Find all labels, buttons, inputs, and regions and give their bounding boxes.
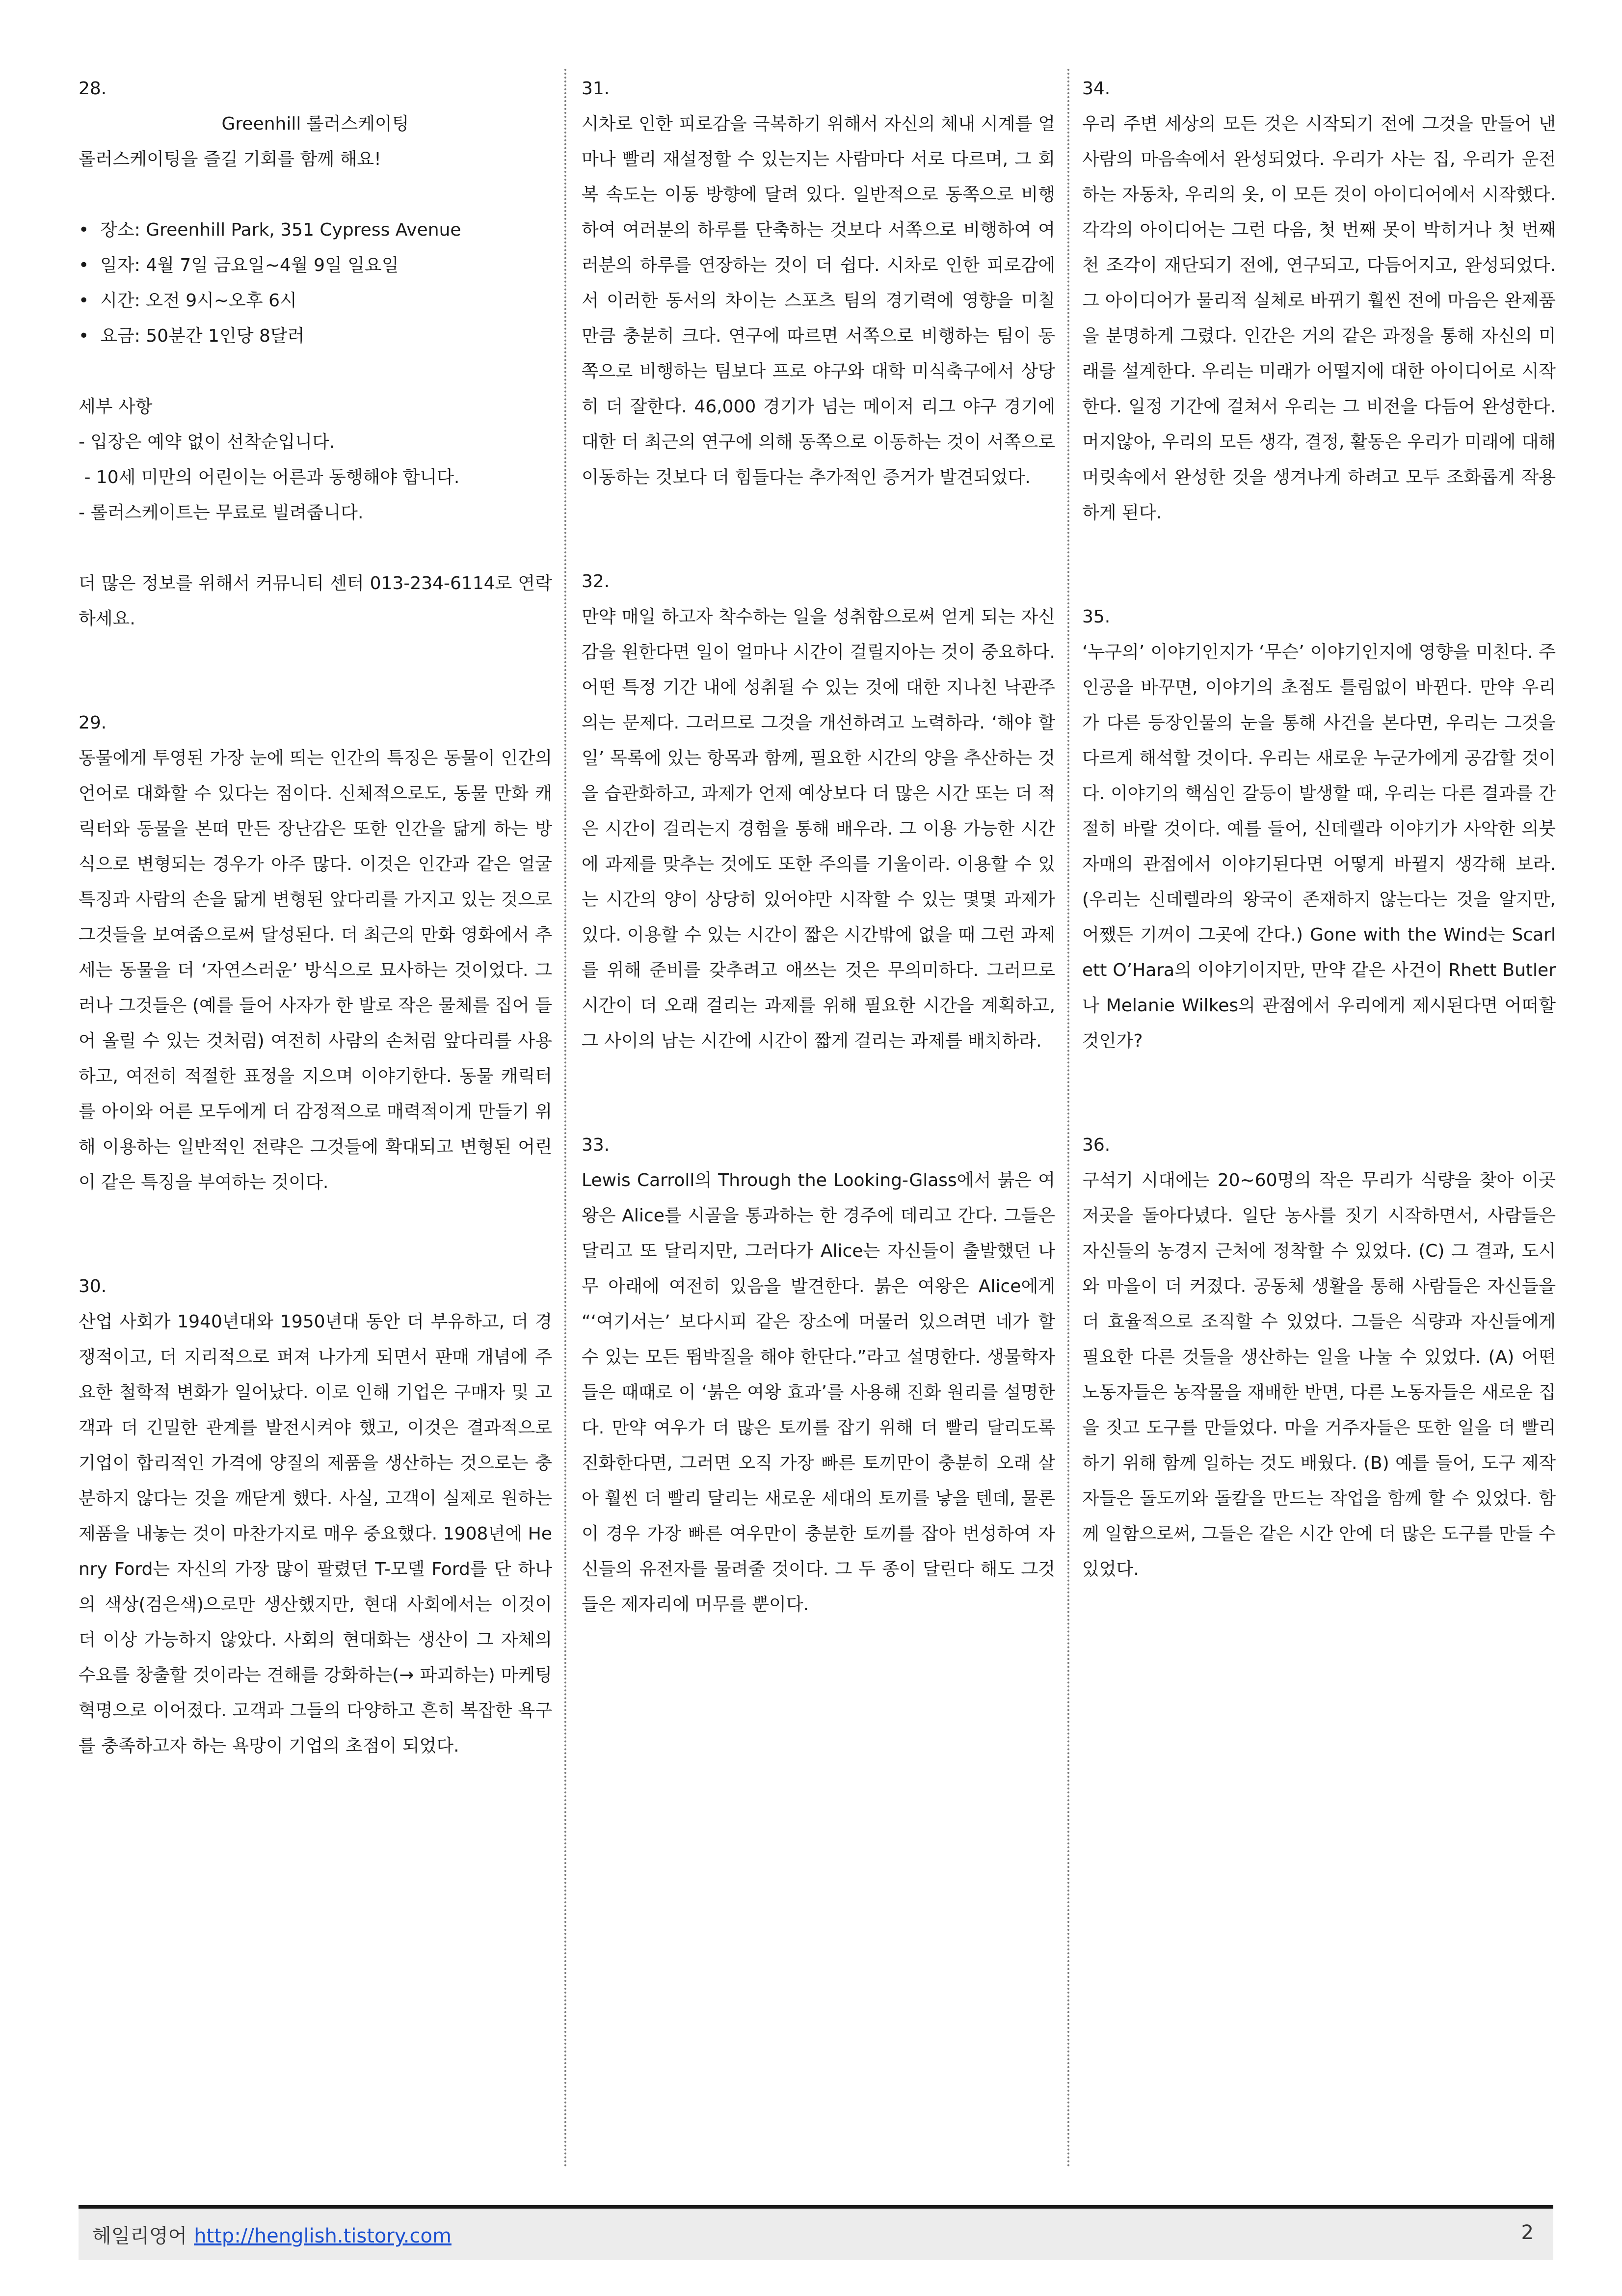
notice-title: Greenhill 롤러스케이팅: [221, 114, 409, 134]
question-number: 31.: [582, 79, 610, 99]
page-number: 2: [1521, 2221, 1534, 2244]
question-number: 34.: [1082, 79, 1111, 99]
notice-bullet-place: • 장소: Greenhill Park, 351 Cypress Avenue: [79, 220, 461, 240]
column-right: [1082, 71, 1556, 1656]
question-30: [79, 1269, 552, 1764]
notice-bullet-fee: • 요금: 50분간 1인당 8달러: [79, 326, 305, 346]
column-middle: [582, 71, 1055, 1691]
passage-text: 우리 주변 세상의 모든 것은 시작되기 전에 그것을 만들어 낸 사람의 마음속에서 완성되었다. 우리가 사는 집, 우리가 운전하는 자동차, 우리의 옷, 이 모든 것이 아이디어에서 시작했다. 각각의 아이디어는 그런 다음, 첫 번째 못이 박히거나 첫 번째 천 조각이 재단되기 전에, 연구되고, 다듬어지고, 완성되었다. 그 아이디어가 물리적 실체로 바뀌기 훨씬 전에 마음은 완제품을 분명하게 그렸다. 인간은 거의 같은 과정을 통해 자신의 미래를 설계한다. 우리는 미래가 어떨지에 대한 아이디어로 시작한다. 일정 기간에 걸쳐서 우리는 그 비전을 다듬어 완성한다. 머지않아, 우리의 모든 생각, 결정, 활동은 우리가 미래에 대해 머릿속에서 완성한 것을 생겨나게 하려고 모두 조화롭게 작용하게 된다.: [1082, 114, 1556, 523]
column-left: [79, 71, 552, 1833]
passage-text: Lewis Carroll의 Through the Looking-Glass에서 붉은 여왕은 Alice를 시골을 통과하는 한 경주에 데리고 간다. 그들은 달리고 또 달리지만, 그러다가 Alice는 자신들이 출발했던 나무 아래에 여전히 있음을 발견한다. 붉은 여왕은 Alice에게 “‘여기서는’ 보다시피 같은 장소에 머물러 있으려면 네가 할 수 있는 모든 뜀박질을 해야 한단다.”라고 설명한다. 생물학자들은 때때로 이 ‘붉은 여왕 효과’를 사용해 진화 원리를 설명한다. 만약 여우가 더 많은 토끼를 잡기 위해 더 빨리 달리도록 진화한다면, 그러면 오직 가장 빠른 토끼만이 충분히 오래 살아 훨씬 더 빨리 달리는 새로운 세대의 토끼를 낳을 텐데, 물론 이 경우 가장 빠른 여우만이 충분한 토끼를 잡아 번성하여 자신들의 유전자를 물려줄 것이다. 그 두 종이 달린다 해도 그것들은 제자리에 머무를 뿐이다.: [582, 1170, 1055, 1615]
passage-text: ‘누구의’ 이야기인지가 ‘무슨’ 이야기인지에 영향을 미친다. 주인공을 바꾸면, 이야기의 초점도 틀림없이 바뀐다. 만약 우리가 다른 등장인물의 눈을 통해 사건을 본다면, 우리는 그것을 다르게 해석할 것이다. 우리는 새로운 누군가에게 공감할 것이다. 이야기의 핵심인 갈등이 발생할 때, 우리는 다른 결과를 간절히 바랄 것이다. 예를 들어, 신데렐라 이야기가 사악한 의붓자매의 관점에서 이야기된다면 어떻게 바뀔지 생각해 보라. (우리는 신데렐라의 왕국이 존재하지 않는다는 것을 알지만, 어쨌든 기꺼이 그곳에 간다.) Gone with the Wind는 Scarlett O’Hara의 이야기이지만, 만약 같은 사건이 Rhett Butler나 Melanie Wilkes의 관점에서 우리에게 제시된다면 어떠할 것인가?: [1082, 642, 1556, 1051]
question-number: 29.: [79, 713, 107, 733]
details-item: - 10세 미만의 어린이는 어른과 동행해야 합니다.: [79, 467, 460, 487]
notice-subtitle: 롤러스케이팅을 즐길 기회를 함께 해요!: [79, 149, 381, 169]
details-heading: 세부 사항: [79, 397, 153, 417]
question-36: [1082, 1128, 1556, 1587]
passage-text: 산업 사회가 1940년대와 1950년대 동안 더 부유하고, 더 경쟁적이고, 더 지리적으로 퍼져 나가게 되면서 판매 개념에 주요한 철학적 변화가 일어났다. 이로 인해 기업은 구매자 및 고객과 더 긴밀한 관계를 발전시켜야 했고, 이것은 결과적으로 기업이 합리적인 가격에 양질의 제품을 생산하는 것으로는 충분하지 않다는 것을 깨닫게 했다. 사실, 고객이 실제로 원하는 제품을 내놓는 것이 마찬가지로 매우 중요했다. 1908년에 Henry Ford는 자신의 가장 많이 팔렸던 T-모델 Ford를 단 하나의 색상(검은색)으로만 생산했지만, 현대 사회에서는 이것이 더 이상 가능하지 않았다. 사회의 현대화는 생산이 그 자체의 수요를 창출할 것이라는 견해를 강화하는(→ 파괴하는) 마케팅 혁명으로 이어졌다. 고객과 그들의 다양하고 흔히 복잡한 욕구를 충족하고자 하는 욕망이 기업의 초점이 되었다.: [79, 1312, 552, 1756]
page-footer: [79, 2205, 1553, 2260]
question-29: [79, 705, 552, 1200]
question-number: 32.: [582, 571, 610, 592]
details-item: - 롤러스케이트는 무료로 빌려줍니다.: [79, 503, 364, 523]
question-number: 28.: [79, 79, 107, 99]
footer-brand-line: [92, 2220, 452, 2248]
passage-text: 시차로 인한 피로감을 극복하기 위해서 자신의 체내 시계를 얼마나 빨리 재설정할 수 있는지는 사람마다 서로 다르며, 그 회복 속도는 이동 방향에 달려 있다. 일반적으로 동쪽으로 비행하여 여러분의 하루를 단축하는 것보다 서쪽으로 비행하여 여러분의 하루를 연장하는 것이 더 쉽다. 시차로 인한 피로감에서 이러한 동서의 차이는 스포츠 팀의 경기력에 영향을 미칠 만큼 충분히 크다. 연구에 따르면 서쪽으로 비행하는 팀이 동쪽으로 비행하는 팀보다 프로 야구와 대학 미식축구에서 상당히 더 잘한다. 46,000 경기가 넘는 메이저 리그 야구 경기에 대한 더 최근의 연구에 의해 동쪽으로 이동하는 것이 서쪽으로 이동하는 것보다 더 힘들다는 추가적인 증거가 발견되었다.: [582, 114, 1055, 487]
contact-text: 더 많은 정보를 위해서 커뮤니티 센터 013-234-6114로 연락하세요.: [79, 573, 552, 629]
column-divider-left: [564, 69, 566, 2169]
passage-text: 구석기 시대에는 20~60명의 작은 무리가 식량을 찾아 이곳저곳을 돌아다녔다. 일단 농사를 짓기 시작하면서, 사람들은 자신들의 농경지 근처에 정착할 수 있었다. (C) 그 결과, 도시와 마을이 더 커졌다. 공동체 생활을 통해 사람들은 자신들을 더 효율적으로 조직할 수 있었다. 그들은 식량과 자신들에게 필요한 다른 것들을 생산하는 일을 나눌 수 있었다. (A) 어떤 노동자들은 농작물을 재배한 반면, 다른 노동자들은 새로운 집을 짓고 도구를 만들었다. 마을 거주자들은 또한 일을 더 빨리 하기 위해 함께 일하는 것도 배웠다. (B) 예를 들어, 도구 제작자들은 돌도끼와 돌칼을 만드는 작업을 함께 할 수 있었다. 함께 일함으로써, 그들은 같은 시간 안에 더 많은 도구를 만들 수 있었다.: [1082, 1170, 1556, 1579]
question-28: [79, 71, 552, 637]
passage-text: 만약 매일 하고자 착수하는 일을 성취함으로써 얻게 되는 자신감을 원한다면 일이 얼마나 시간이 걸릴지아는 것이 중요하다. 어떤 특정 기간 내에 성취될 수 있는 것에 대한 지나친 낙관주의는 문제다. 그러므로 그것을 개선하려고 노력하라. ‘해야 할 일’ 목록에 있는 항목과 함께, 필요한 시간의 양을 추산하는 것을 습관화하고, 과제가 언제 예상보다 더 많은 시간 또는 더 적은 시간이 걸리는지 경험을 통해 배우라. 그 이용 가능한 시간에 과제를 맞추는 것에도 또한 주의를 기울이라. 이용할 수 있는 시간의 양이 상당히 있어야만 시작할 수 있는 몇몇 과제가 있다. 이용할 수 있는 시간이 짧은 시간밖에 없을 때 그런 과제를 위해 준비를 갖추려고 애쓰는 것은 무의미하다. 그러므로 시간이 더 오래 걸리는 과제를 위해 필요한 시간을 계획하고, 그 사이의 남는 시간에 시간이 짧게 걸리는 과제를 배치하라.: [582, 607, 1055, 1051]
notice-bullet-date: • 일자: 4월 7일 금요일~4월 9일 일요일: [79, 255, 399, 275]
details-item: - 입장은 예약 없이 선착순입니다.: [79, 432, 335, 452]
footer-brand: 헤일리영어: [92, 2225, 187, 2247]
question-32: [582, 564, 1055, 1059]
column-divider-right: [1067, 69, 1069, 2169]
question-34: [1082, 71, 1556, 531]
question-number: 30.: [79, 1276, 107, 1297]
passage-text: 동물에게 투영된 가장 눈에 띄는 인간의 특징은 동물이 인간의 언어로 대화할 수 있다는 점이다. 신체적으로도, 동물 만화 캐릭터와 동물을 본떠 만든 장난감은 또한 인간을 닮게 하는 방식으로 변형되는 경우가 아주 많다. 이것은 인간과 같은 얼굴 특징과 사람의 손을 닮게 변형된 앞다리를 가지고 있는 것으로 그것들을 보여줌으로써 달성된다. 더 최근의 만화 영화에서 추세는 동물을 더 ‘자연스러운’ 방식으로 묘사하는 것이었다. 그러나 그것들은 (예를 들어 사자가 한 발로 작은 물체를 집어 들어 올릴 수 있는 것처럼) 여전히 사람의 손처럼 앞다리를 사용하고, 여전히 적절한 표정을 지으며 이야기한다. 동물 캐릭터를 아이와 어른 모두에게 더 감정적으로 매력적이게 만들기 위해 이용하는 일반적인 전략은 그것들에 확대되고 변형된 어린이 같은 특징을 부여하는 것이다.: [79, 748, 552, 1192]
question-number: 33.: [582, 1135, 610, 1155]
notice-bullet-time: • 시간: 오전 9시~오후 6시: [79, 291, 297, 311]
footer-blog-link[interactable]: http://henglish.tistory.com: [194, 2225, 452, 2247]
question-33: [582, 1128, 1055, 1622]
question-31: [582, 71, 1055, 495]
question-number: 36.: [1082, 1135, 1111, 1155]
question-35: [1082, 599, 1556, 1059]
question-number: 35.: [1082, 607, 1111, 627]
